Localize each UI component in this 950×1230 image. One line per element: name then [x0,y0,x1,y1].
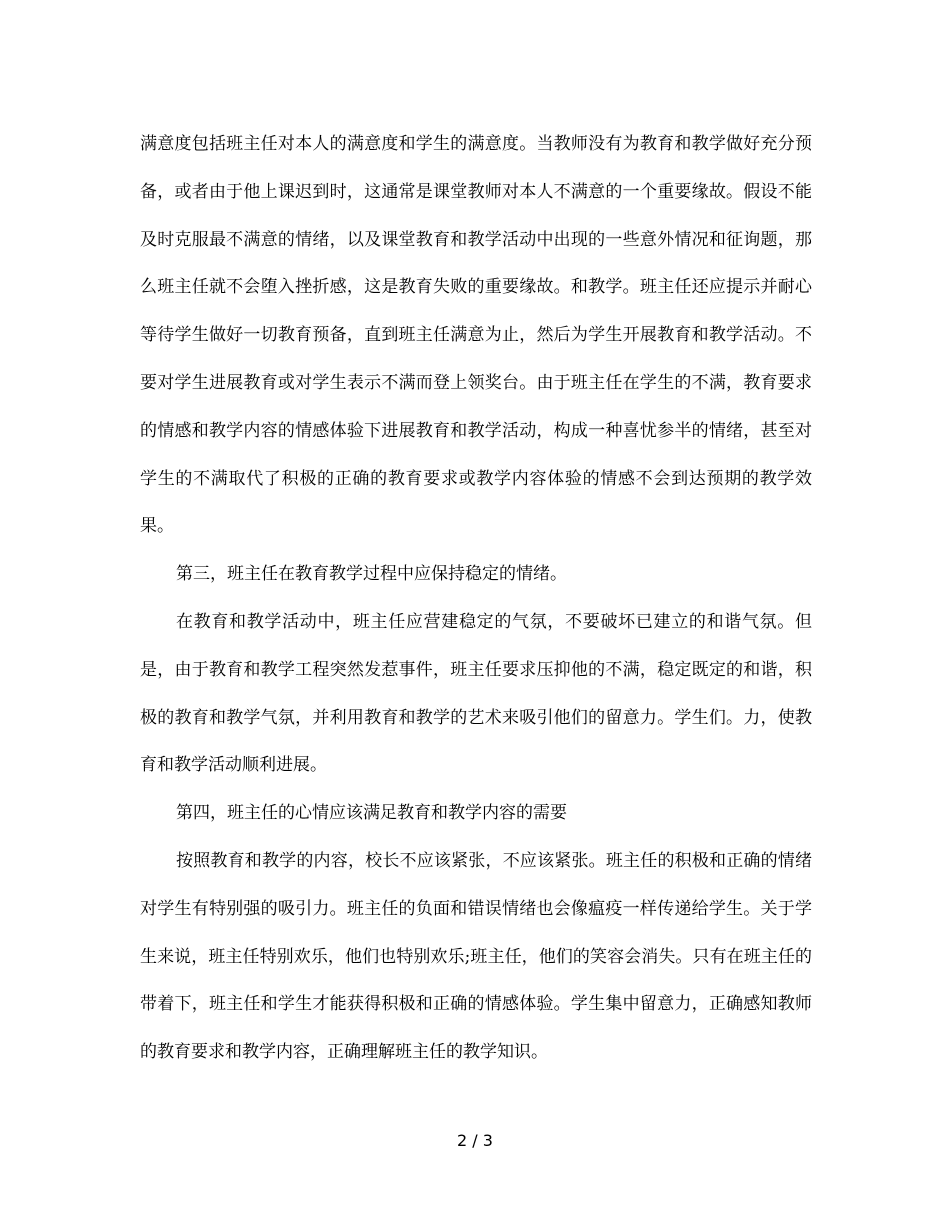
page-number: 2 / 3 [457,1131,493,1150]
paragraph-satisfaction: 满意度包括班主任对本人的满意度和学生的满意度。当教师没有为教育和教学做好充分预备，或者由于他上课迟到时，这通常是课堂教师对本人不满意的一个重要缘故。假设不能及时克服最不满意的情绪，以及课堂教育和教学活动中出现的一些意外情况和征询题，那么班主任就不会堕入挫折感，这是教育失败的重要缘故。和教学。班主任还应提示并耐心等待学生做好一切教育预备，直到班主任满意为止，然后为学生开展教育和教学活动。不要对学生进展教育或对学生表示不满而登上领奖台。由于班主任在学生的不满，教育要求的情感和教学内容的情感体验下进展教育和教学活动，构成一种喜忧参半的情绪，甚至对学生的不满取代了积极的正确的教育要求或教学内容体验的情感不会到达预期的教学效果。 [140,134,812,537]
heading-fourth-point: 第四，班主任的心情应该满足教育和教学内容的需要 [176,803,567,824]
heading-third-point: 第三，班主任在教育教学过程中应保持稳定的情绪。 [176,564,567,585]
document-body [140,121,812,1077]
paragraph-stable-atmosphere: 在教育和教学活动中，班主任应营建稳定的气氛，不要破坏已建立的和谐气氛。但是，由于教育和教学工程突然发惹事件，班主任要求压抑他的不满，稳定既定的和谐，积极的教育和教学气氛，并利用教育和教学的艺术来吸引他们的留意力。学生们。力，使教育和教学活动顺利进展。 [140,611,812,776]
paragraph-mood-content: 按照教育和教学的内容，校长不应该紧张，不应该紧张。班主任的积极和正确的情绪对学生有特别强的吸引力。班主任的负面和错误情绪也会像瘟疫一样传递给学生。关于学生来说，班主任特别欢乐，他们也特别欢乐;班主任，他们的笑容会消失。只有在班主任的带着下，班主任和学生才能获得积极和正确的情感体验。学生集中留意力，正确感知教师的教育要求和教学内容，正确理解班主任的教学知识。 [140,850,812,1063]
